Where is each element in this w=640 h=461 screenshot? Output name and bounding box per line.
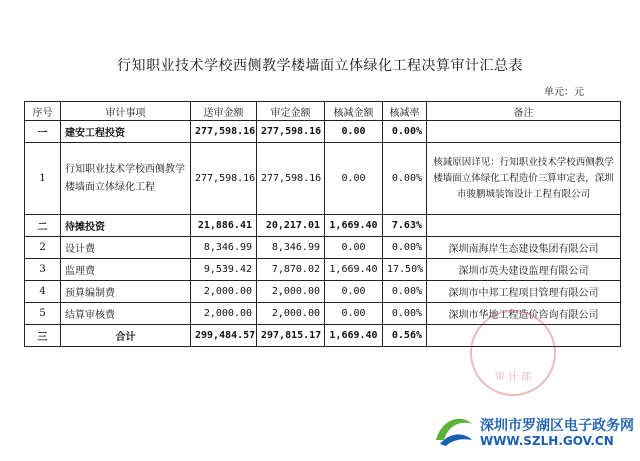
cell-reduced: 0.00 xyxy=(325,143,383,215)
unit-label: 单元：元 xyxy=(544,87,584,98)
cell-reduced: 0.00 xyxy=(325,121,383,143)
cell-reduced: 0.00 xyxy=(325,237,383,259)
cell-sent: 2,000.00 xyxy=(191,281,257,303)
cell-sent: 277,598.16 xyxy=(191,143,257,215)
cell-approved: 2,000.00 xyxy=(257,281,325,303)
cell-rate: 7.63% xyxy=(383,215,427,237)
cell-sent: 9,539.42 xyxy=(191,259,257,281)
header-item: 审计事项 xyxy=(61,102,191,121)
cell-item: 合计 xyxy=(61,325,191,347)
cell-sent: 277,598.16 xyxy=(191,121,257,143)
cell-approved: 2,000.00 xyxy=(257,303,325,325)
cell-remark: 核减原因详见：行知职业技术学校西侧教学楼墙面立体绿化工程造价三算审定表，深圳市骏鹏城装饰设计工程有限公司 xyxy=(427,143,621,215)
table-row xyxy=(25,237,621,259)
cell-no: 4 xyxy=(25,281,61,303)
cell-item: 结算审核费 xyxy=(61,303,191,325)
cell-reduced: 1,669.40 xyxy=(325,259,383,281)
cell-item: 预算编制费 xyxy=(61,281,191,303)
cell-no: 三 xyxy=(25,325,61,347)
cell-no: 2 xyxy=(25,237,61,259)
audit-summary-table xyxy=(24,101,621,347)
table-row xyxy=(25,143,621,215)
cell-approved: 277,598.16 xyxy=(257,121,325,143)
header-rate: 核减率 xyxy=(383,102,427,121)
header-remark: 备注 xyxy=(427,102,621,121)
watermark-site-name: 深圳市罗湖区电子政务网 xyxy=(480,418,634,434)
cell-rate: 0.00% xyxy=(383,143,427,215)
header-approved: 审定金额 xyxy=(257,102,325,121)
cell-sent: 21,886.41 xyxy=(191,215,257,237)
cell-rate: 17.50% xyxy=(383,259,427,281)
cell-sent: 299,484.57 xyxy=(191,325,257,347)
cell-item: 设计费 xyxy=(61,237,191,259)
cell-approved: 20,217.01 xyxy=(257,215,325,237)
cell-item: 建安工程投资 xyxy=(61,121,191,143)
table-row xyxy=(25,121,621,143)
cell-item: 行知职业技术学校西侧教学楼墙面立体绿化工程 xyxy=(61,143,191,215)
cell-no: 3 xyxy=(25,259,61,281)
cell-no: 一 xyxy=(25,121,61,143)
cell-approved: 297,815.17 xyxy=(257,325,325,347)
watermark-site-url: WWW.SZLH.GOV.CN xyxy=(480,434,614,448)
cell-approved: 277,598.16 xyxy=(257,143,325,215)
cell-rate: 0.00% xyxy=(383,121,427,143)
cell-reduced: 0.00 xyxy=(325,303,383,325)
cell-approved: 7,870.02 xyxy=(257,259,325,281)
cell-remark: 深圳市英夫建设监理有限公司 xyxy=(427,259,621,281)
header-no: 序号 xyxy=(25,102,61,121)
cell-approved: 8,346.99 xyxy=(257,237,325,259)
cell-remark xyxy=(427,121,621,143)
cell-no: 1 xyxy=(25,143,61,215)
table-header-row xyxy=(25,102,621,121)
cell-no: 二 xyxy=(25,215,61,237)
cell-no: 5 xyxy=(25,303,61,325)
official-stamp: 审 计 部 xyxy=(470,310,556,396)
cell-remark xyxy=(427,215,621,237)
cell-remark: 深圳市华地工程造价咨询有限公司 xyxy=(427,303,621,325)
cell-sent: 8,346.99 xyxy=(191,237,257,259)
cell-remark: 深圳南海岸生态建设集团有限公司 xyxy=(427,237,621,259)
table-row xyxy=(25,259,621,281)
header-sent: 送审金额 xyxy=(191,102,257,121)
cell-rate: 0.00% xyxy=(383,281,427,303)
table-row xyxy=(25,281,621,303)
cell-item: 监理费 xyxy=(61,259,191,281)
cell-sent: 2,000.00 xyxy=(191,303,257,325)
cell-rate: 0.56% xyxy=(383,325,427,347)
cell-item: 待摊投资 xyxy=(61,215,191,237)
site-logo-icon xyxy=(432,410,476,450)
document-title: 行知职业技术学校西侧教学楼墙面立体绿化工程决算审计汇总表 xyxy=(117,58,523,74)
cell-reduced: 0.00 xyxy=(325,281,383,303)
cell-reduced: 1,669.40 xyxy=(325,215,383,237)
cell-rate: 0.00% xyxy=(383,303,427,325)
cell-rate: 0.00% xyxy=(383,237,427,259)
header-reduced: 核减金额 xyxy=(325,102,383,121)
table-row xyxy=(25,215,621,237)
cell-remark: 深圳市中邦工程项目管理有限公司 xyxy=(427,281,621,303)
cell-reduced: 1,669.40 xyxy=(325,325,383,347)
